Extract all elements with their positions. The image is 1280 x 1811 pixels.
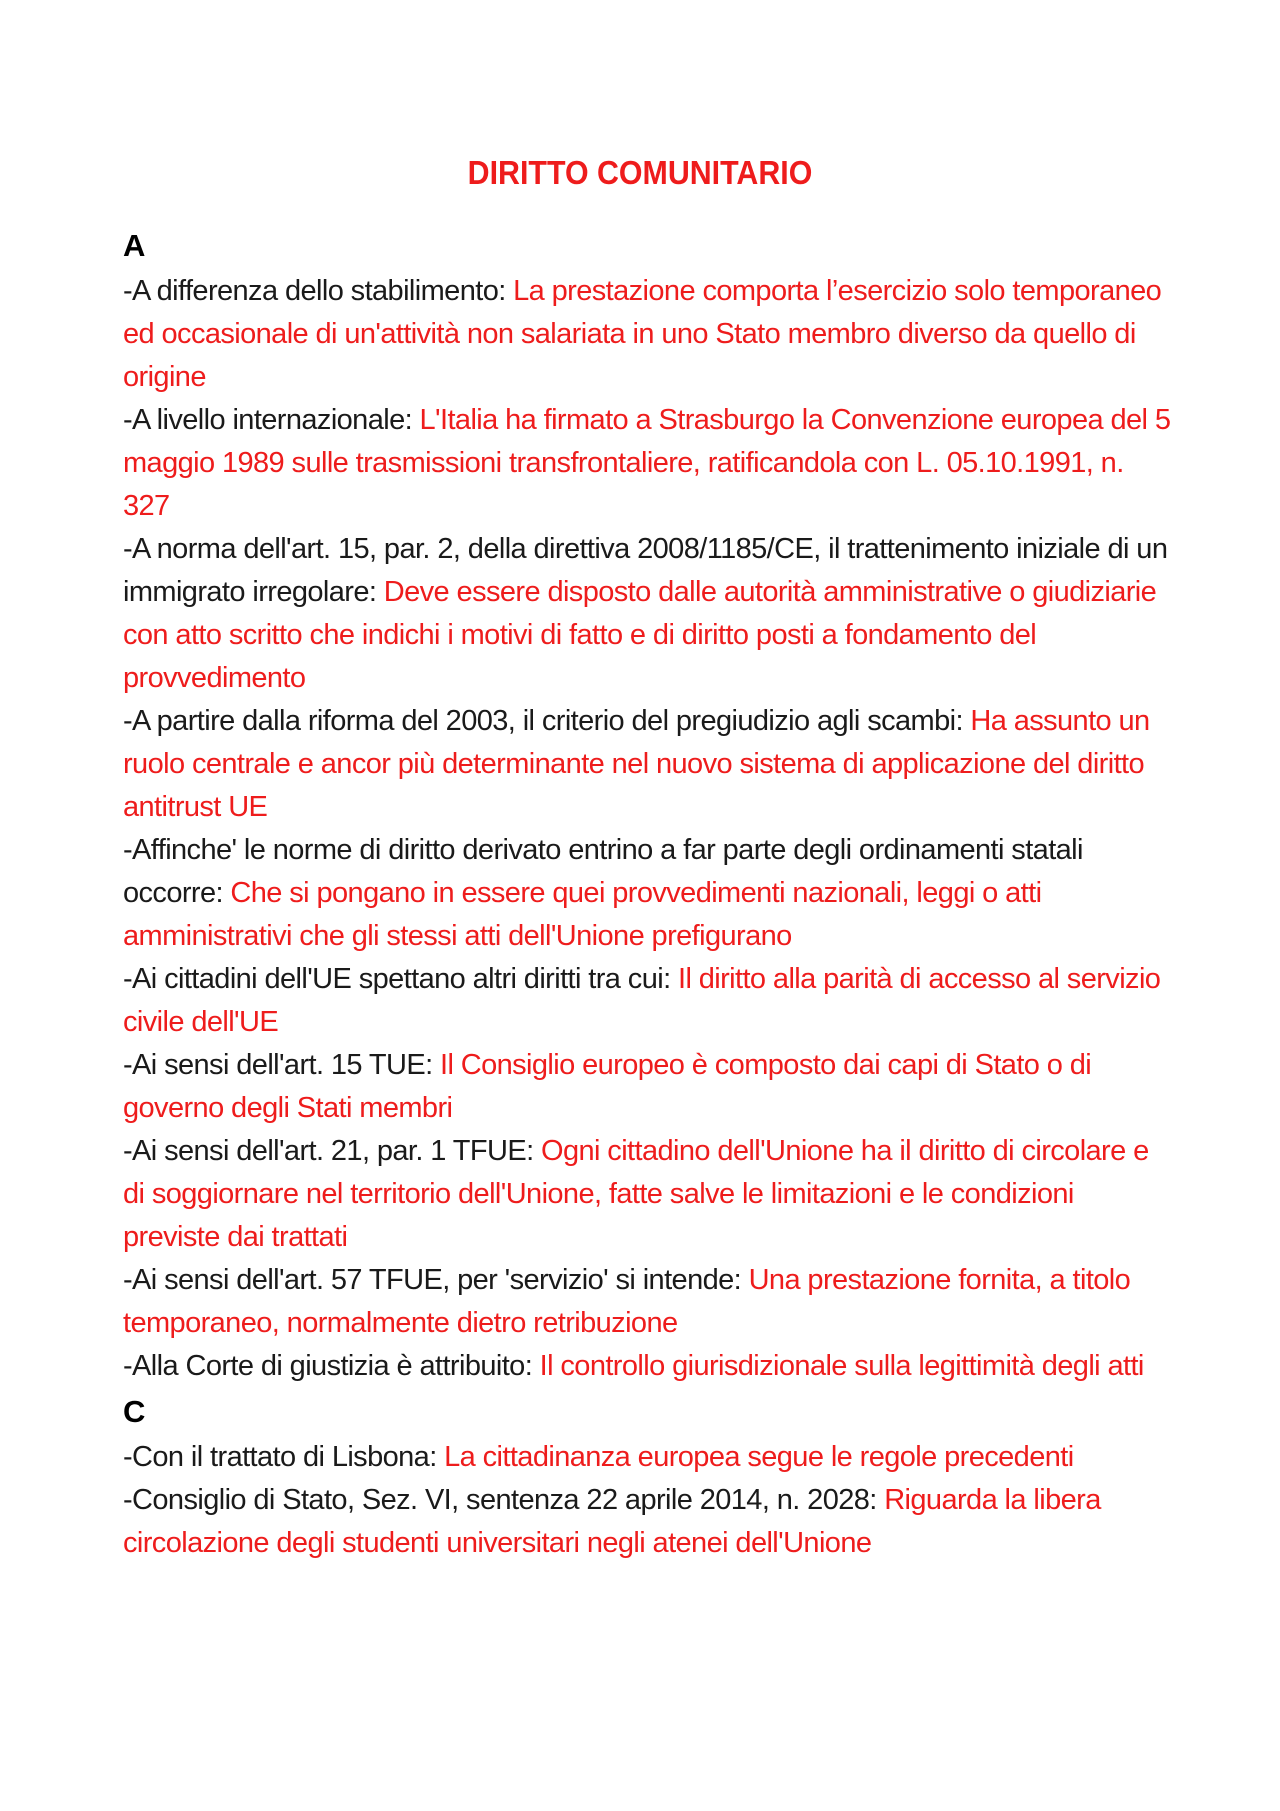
entry-question: -Ai sensi dell'art. 21, par. 1 TFUE:	[123, 1135, 541, 1167]
section-letter: C	[123, 1394, 145, 1429]
entry-answer: L'Italia ha firmato a Strasburgo la Convenzione europea del 5 maggio 1989 sulle trasmissioni transfrontaliere, ratificandola con L. 05.10.1991, n. 327	[123, 404, 1171, 522]
entry	[123, 700, 1173, 829]
entry-question: -Consiglio di Stato, Sez. VI, sentenza 22 aprile 2014, n. 2028:	[123, 1484, 885, 1516]
entry-answer: Ogni cittadino dell'Unione ha il diritto di circolare e di soggiornare nel territorio dell'Unione, fatte salve le limitazioni e le condizioni previste dai trattati	[123, 1135, 1149, 1253]
entry-answer: Riguarda la libera circolazione degli studenti universitari negli atenei dell'Unione	[123, 1484, 1101, 1559]
entry	[123, 958, 1173, 1044]
entry-answer: Il diritto alla parità di accesso al servizio civile dell'UE	[123, 963, 1161, 1038]
entry-question: -A partire dalla riforma del 2003, il criterio del pregiudizio agli scambi:	[123, 705, 971, 737]
entry	[123, 1436, 1173, 1479]
entry	[123, 1044, 1173, 1130]
entry-answer: Deve essere disposto dalle autorità amministrative o giudiziarie con atto scritto che indichi i motivi di fatto e di diritto posti a fondamento del provvedimento	[123, 576, 1157, 694]
entry	[123, 1345, 1173, 1388]
entry-question: -Ai sensi dell'art. 15 TUE:	[123, 1049, 440, 1081]
entry-question: -Affinche' le norme di diritto derivato entrino a far parte degli ordinamenti statali occorre:	[123, 834, 1083, 909]
entry-answer: Il Consiglio europeo è composto dai capi di Stato o di governo degli Stati membri	[123, 1049, 1092, 1124]
entry-answer: Ha assunto un ruolo centrale e ancor più determinante nel nuovo sistema di applicazione del diritto antitrust UE	[123, 705, 1150, 823]
entry	[123, 829, 1173, 958]
entry-question: -Ai cittadini dell'UE spettano altri diritti tra cui:	[123, 963, 678, 995]
entry	[123, 399, 1173, 528]
entry	[123, 1130, 1173, 1259]
entry	[123, 1259, 1173, 1345]
document-title: DIRITTO COMUNITARIO	[467, 154, 813, 191]
entry-answer: Una prestazione fornita, a titolo temporaneo, normalmente dietro retribuzione	[123, 1264, 1131, 1339]
entry-question: -Alla Corte di giustizia è attribuito:	[123, 1350, 540, 1382]
entry-answer: Che si pongano in essere quei provvedimenti nazionali, leggi o atti amministrativi che gli stessi atti dell'Unione prefigurano	[123, 877, 1042, 952]
entry-question: -Ai sensi dell'art. 57 TFUE, per 'servizio' si intende:	[123, 1264, 749, 1296]
section-c	[123, 1388, 1173, 1565]
document-body	[123, 222, 1173, 1565]
entry-question: -A differenza dello stabilimento:	[123, 275, 514, 307]
entry	[123, 270, 1173, 399]
entry-answer: Il controllo giurisdizionale sulla legittimità degli atti	[539, 1350, 1144, 1382]
entry-question: -A livello internazionale:	[123, 404, 420, 436]
entry	[123, 1479, 1173, 1565]
entry	[123, 528, 1173, 700]
entry-answer: La prestazione comporta l’esercizio solo temporaneo ed occasionale di un'attività non salariata in uno Stato membro diverso da quello di origine	[123, 275, 1162, 393]
section-a	[123, 222, 1173, 1388]
entry-question: -Con il trattato di Lisbona:	[123, 1441, 445, 1473]
entry-question: -A norma dell'art. 15, par. 2, della direttiva 2008/1185/CE, il trattenimento iniziale di un immigrato irregolare:	[123, 533, 1168, 608]
section-letter: A	[123, 228, 145, 263]
entry-answer: La cittadinanza europea segue le regole precedenti	[444, 1441, 1074, 1473]
